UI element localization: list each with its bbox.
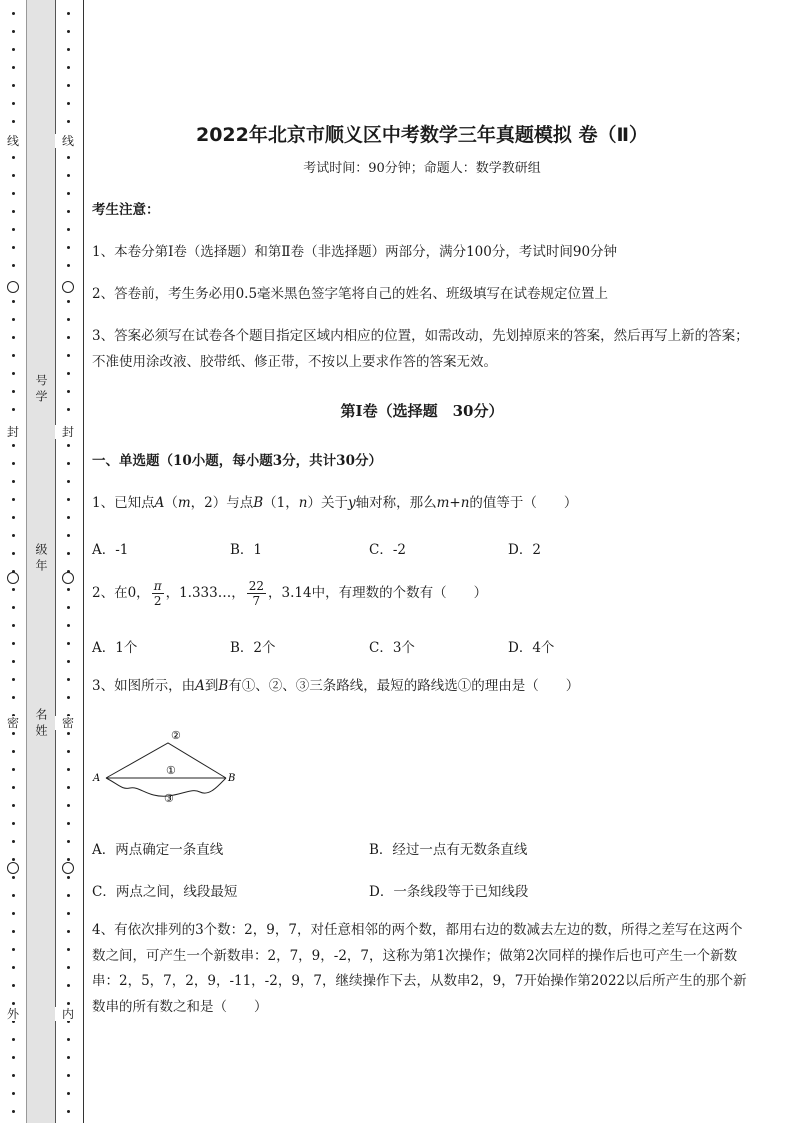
binding-dot xyxy=(67,336,70,339)
q1-option-a: A．-1 xyxy=(92,542,129,558)
binding-dot xyxy=(67,948,70,951)
q3-option-a: A．两点确定一条直线 xyxy=(92,842,224,858)
binding-dot xyxy=(67,534,70,537)
binding-dot xyxy=(67,840,70,843)
binding-dot xyxy=(67,1110,70,1113)
binding-dot xyxy=(12,318,15,321)
q3-option-b: B．经过一点有无数条直线 xyxy=(369,842,528,858)
outer-label-mi: 密 xyxy=(0,716,26,730)
section-title: 第Ⅰ卷（选择题 30分） xyxy=(340,402,504,420)
q3-text: 到 xyxy=(204,678,219,694)
outer-label-wai: 外 xyxy=(0,1007,26,1021)
binding-dot xyxy=(67,372,70,375)
notice-item-1: 1、本卷分第Ⅰ卷（选择题）和第Ⅱ卷（非选择题）两部分，满分100分，考试时间90分钟 xyxy=(92,244,618,260)
binding-dot xyxy=(67,678,70,681)
q2-text: ，1.333…， xyxy=(165,585,245,601)
notice-item-2: 2、答卷前，考生务必用0.5毫米黑色签字笔将自己的姓名、班级填写在试卷规定位置上 xyxy=(92,286,609,302)
q1-text: 1、已知点 xyxy=(92,495,155,511)
inner-label-nei: 内 xyxy=(55,1007,81,1021)
student-id-label: 号学 xyxy=(34,374,48,406)
binding-dot xyxy=(12,876,15,879)
binding-dot xyxy=(67,354,70,357)
binding-dot xyxy=(67,480,70,483)
binding-dot xyxy=(12,66,15,69)
binding-dot xyxy=(12,300,15,303)
question-3 xyxy=(92,674,752,698)
binding-dot xyxy=(12,948,15,951)
binding-dot xyxy=(67,1074,70,1077)
binding-dot xyxy=(67,516,70,519)
question-2 xyxy=(92,576,752,610)
binding-dot xyxy=(67,30,70,33)
q2-text: ，3.14中，有理数的个数有（ ） xyxy=(268,585,488,601)
inner-dotted-line xyxy=(55,0,81,1123)
binding-dot xyxy=(12,264,15,267)
binding-dot xyxy=(67,174,70,177)
binding-dot xyxy=(12,390,15,393)
binding-dot xyxy=(12,786,15,789)
binding-dot xyxy=(67,462,70,465)
q1-text: （ xyxy=(164,495,178,511)
outer-label-xian: 线 xyxy=(0,134,26,148)
q1-var-n: n xyxy=(298,495,308,511)
binding-dot xyxy=(12,1074,15,1077)
binding-dot xyxy=(67,66,70,69)
exam-subtitle: 考试时间：90分钟；命题人：数学教研组 xyxy=(303,161,541,176)
binding-dot xyxy=(12,30,15,33)
binding-dot xyxy=(67,912,70,915)
outer-circle-marker xyxy=(7,572,19,584)
binding-dot xyxy=(12,246,15,249)
binding-dot xyxy=(12,1056,15,1059)
binding-dot xyxy=(12,768,15,771)
binding-dot xyxy=(67,768,70,771)
binding-dot xyxy=(12,120,15,123)
binding-dot xyxy=(12,552,15,555)
binding-dot xyxy=(67,246,70,249)
question-1 xyxy=(92,491,752,515)
binding-dot xyxy=(12,660,15,663)
inner-label-xian: 线 xyxy=(55,134,81,148)
binding-dot xyxy=(12,444,15,447)
binding-dot xyxy=(67,642,70,645)
binding-dot xyxy=(12,480,15,483)
outer-binding-column xyxy=(0,0,26,1123)
q1-var-m: m xyxy=(177,495,191,511)
binding-dot xyxy=(67,48,70,51)
binding-dot xyxy=(67,786,70,789)
binding-dot xyxy=(12,858,15,861)
q3-option-d: D．一条线段等于已知线段 xyxy=(369,884,529,900)
binding-dot xyxy=(12,1110,15,1113)
binding-dot xyxy=(67,210,70,213)
q3-text: 有①、②、③三条路线，最短的路线选①的理由是（ ） xyxy=(228,678,580,694)
binding-dot xyxy=(12,804,15,807)
inner-circle-marker xyxy=(62,862,74,874)
binding-dot xyxy=(12,354,15,357)
binding-dot xyxy=(12,678,15,681)
inner-circle-marker xyxy=(62,572,74,584)
binding-dot xyxy=(67,1038,70,1041)
binding-dot xyxy=(67,804,70,807)
binding-dot xyxy=(67,408,70,411)
q1-text: 轴对称，那么 xyxy=(355,495,437,511)
q2-frac1-denominator: 2 xyxy=(153,594,162,608)
figure-route-1-label: ① xyxy=(166,764,176,777)
q1-var-y: y xyxy=(347,495,356,511)
binding-dot xyxy=(12,192,15,195)
binding-dot xyxy=(67,228,70,231)
binding-dot xyxy=(67,552,70,555)
binding-dot xyxy=(12,840,15,843)
binding-dot xyxy=(67,318,70,321)
binding-dot xyxy=(12,750,15,753)
binding-dot xyxy=(67,696,70,699)
binding-dot xyxy=(67,930,70,933)
binding-dot xyxy=(12,372,15,375)
binding-dot xyxy=(67,192,70,195)
figure-label-b: B xyxy=(228,773,236,784)
binding-dot xyxy=(67,858,70,861)
binding-dot xyxy=(12,516,15,519)
binding-dot xyxy=(67,444,70,447)
binding-dot xyxy=(67,732,70,735)
binding-dot xyxy=(12,498,15,501)
binding-dot xyxy=(12,822,15,825)
binding-dot xyxy=(12,642,15,645)
binding-dot xyxy=(12,336,15,339)
binding-dot xyxy=(67,102,70,105)
part-heading: 一、单选题（10小题，每小题3分，共计30分） xyxy=(92,453,382,469)
binding-dot xyxy=(67,12,70,15)
binding-dot xyxy=(12,408,15,411)
binding-dot xyxy=(67,984,70,987)
binding-dot xyxy=(12,696,15,699)
binding-dot xyxy=(67,1092,70,1095)
binding-dot xyxy=(67,606,70,609)
binding-dot xyxy=(67,300,70,303)
binding-dot xyxy=(12,606,15,609)
grade-label: 级年 xyxy=(34,543,48,575)
q2-fraction-pi-over-2 xyxy=(152,579,164,608)
exam-title: 2022年北京市顺义区中考数学三年真题模拟 卷（Ⅱ） xyxy=(195,124,648,146)
q2-option-d: D．4个 xyxy=(508,640,555,656)
binding-dot xyxy=(12,102,15,105)
binding-dot xyxy=(12,1092,15,1095)
binding-dot xyxy=(12,174,15,177)
q2-option-b: B．2个 xyxy=(230,640,276,656)
q2-frac1-numerator: π xyxy=(153,579,162,593)
q1-expr-mn: m+n xyxy=(436,495,470,511)
binding-dot xyxy=(67,120,70,123)
binding-dot xyxy=(67,750,70,753)
binding-dot xyxy=(67,876,70,879)
q2-text: 2、在0， xyxy=(92,585,150,601)
figure-label-a: A xyxy=(93,773,101,784)
binding-dot xyxy=(67,390,70,393)
q1-point-b: B xyxy=(253,495,264,511)
q3-route-figure xyxy=(88,722,248,812)
inner-binding-column xyxy=(55,0,84,1123)
binding-dot xyxy=(12,984,15,987)
binding-dot xyxy=(12,894,15,897)
notice-item-3: 3、答案必须写在试卷各个题目指定区域内相应的位置，如需改动，先划掉原来的答案，然后再写上新的答案；不准使用涂改液、胶带纸、修正带，不按以上要求作答的答案无效。 xyxy=(92,328,749,370)
q1-option-b: B．1 xyxy=(230,542,263,558)
q3-text: 3、如图所示，由 xyxy=(92,678,196,694)
q1-text: ）关于 xyxy=(307,495,348,511)
binding-dot xyxy=(12,462,15,465)
outer-label-feng: 封 xyxy=(0,425,26,439)
outer-dotted-line xyxy=(0,0,26,1123)
q1-text: ，2）与点 xyxy=(190,495,254,511)
binding-dot xyxy=(12,912,15,915)
binding-dot xyxy=(67,1002,70,1005)
q3-option-c: C．两点之间，线段最短 xyxy=(92,884,238,900)
binding-dot xyxy=(12,534,15,537)
binding-dot xyxy=(12,12,15,15)
outer-circle-marker xyxy=(7,281,19,293)
inner-label-mi: 密 xyxy=(55,716,81,730)
inner-circle-marker xyxy=(62,281,74,293)
name-label: 名姓 xyxy=(34,708,48,740)
q2-option-a: A．1个 xyxy=(92,640,138,656)
binding-dot xyxy=(12,210,15,213)
binding-dot xyxy=(67,624,70,627)
binding-dot xyxy=(12,732,15,735)
binding-dot xyxy=(67,660,70,663)
binding-dot xyxy=(67,588,70,591)
binding-dot xyxy=(67,264,70,267)
q3-point-a: A xyxy=(195,678,205,694)
binding-dot xyxy=(67,966,70,969)
q3-point-b: B xyxy=(218,678,229,694)
binding-dot xyxy=(12,48,15,51)
binding-dot xyxy=(12,966,15,969)
figure-route-2-label: ② xyxy=(171,729,181,742)
binding-dot xyxy=(67,84,70,87)
inner-label-feng: 封 xyxy=(55,425,81,439)
binding-dot xyxy=(67,498,70,501)
outer-circle-marker xyxy=(7,862,19,874)
binding-dot xyxy=(12,1002,15,1005)
q1-option-c: C．-2 xyxy=(369,542,406,558)
binding-dot xyxy=(12,228,15,231)
binding-dot xyxy=(12,930,15,933)
binding-dot xyxy=(12,588,15,591)
q1-point-a: A xyxy=(154,495,165,511)
q2-option-c: C．3个 xyxy=(369,640,415,656)
binding-dot xyxy=(67,156,70,159)
binding-dot xyxy=(12,84,15,87)
q1-text: 的值等于（ ） xyxy=(469,495,578,511)
q2-frac2-denominator: 7 xyxy=(252,594,261,608)
binding-dot xyxy=(12,624,15,627)
binding-dot xyxy=(67,1056,70,1059)
binding-dot xyxy=(12,156,15,159)
q2-fraction-22-over-7 xyxy=(247,579,266,608)
binding-dot xyxy=(12,1038,15,1041)
student-info-column xyxy=(26,0,56,1123)
binding-dot xyxy=(67,822,70,825)
binding-dot xyxy=(67,894,70,897)
q1-text: （1， xyxy=(263,495,299,511)
question-4: 4、有依次排列的3个数：2，9，7，对任意相邻的两个数，都用右边的数减去左边的数，所得之差写在这两个数之间，可产生一个新数串：2，7，9，-2，7，这称为第1次操作；做第2次同样的操作后也可产生一个新数串：2，5，7，2，9，-11，-2，9，7，继续操作下去，从数串2，9，7开始操作第2022以后所产生的那个新数串的所有数之和是（ ） xyxy=(92,922,747,1015)
figure-route-3-label: ③ xyxy=(164,792,174,805)
q1-option-d: D．2 xyxy=(508,542,541,558)
notice-heading: 考生注意： xyxy=(92,202,160,218)
q2-frac2-numerator: 22 xyxy=(248,579,265,593)
